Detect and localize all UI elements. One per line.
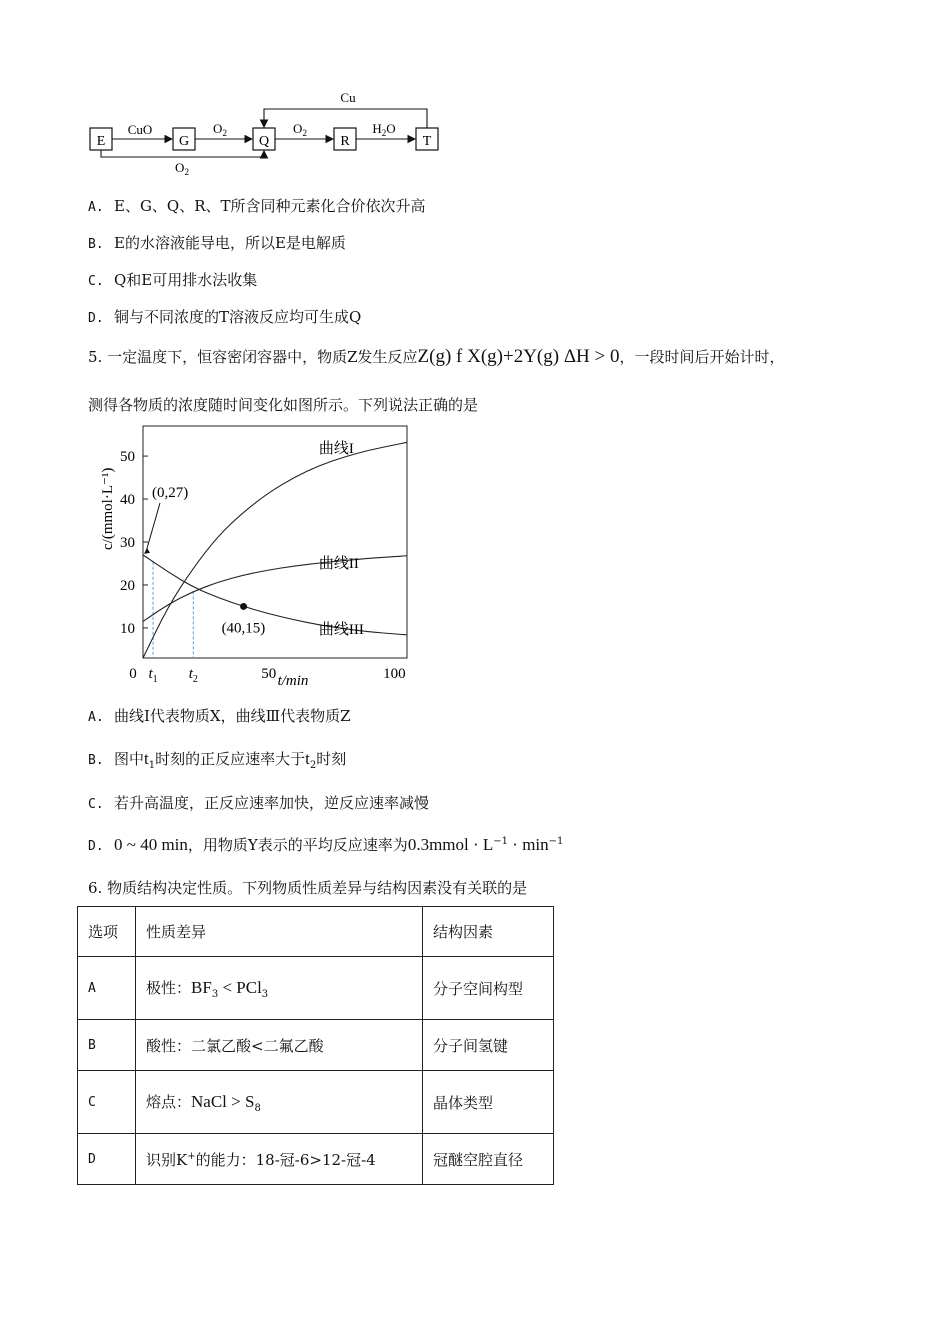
property-label-2: 的能力：18-冠-6>12-冠-4 — [195, 1150, 376, 1169]
t2-subscript: 2 — [309, 760, 317, 771]
q4-option-d — [88, 306, 361, 327]
q5-option-a — [88, 705, 351, 726]
annotation-arrow-line — [146, 503, 160, 552]
option-text: 图中 — [114, 750, 145, 768]
edge-label-h2o: $H_2O$ — [372, 121, 396, 138]
annotation-point-label: (40,15) — [221, 620, 266, 637]
option-text-end: 时刻 — [316, 750, 347, 768]
t2-symbol: t — [305, 749, 310, 768]
row-option: A — [78, 957, 136, 1020]
node-t-label: T — [422, 134, 432, 149]
table-row — [78, 1071, 554, 1134]
row-property: 酸性：二氯乙酸<二氟乙酸 — [136, 1020, 423, 1071]
q5-stem-text-2: ，一段时间后开始计时， — [619, 348, 785, 366]
concentration-time-chart — [90, 420, 420, 692]
row-property — [136, 1071, 423, 1134]
q5-stem-text: 5. 一定温度下，恒容密闭容器中，物质Z发生反应 — [88, 348, 418, 366]
edge-label-o2-qr: $O_2$ — [293, 121, 307, 138]
chart-curves — [143, 440, 407, 658]
q4-option-c — [88, 269, 257, 290]
property-label: 识别K — [146, 1150, 188, 1169]
option-text-mid: 时刻的正反应速率大于 — [155, 750, 306, 768]
formula-subscript-2: 3 — [261, 988, 269, 1000]
option-text: E、G、Q、R、T所含同种元素化合价依次升高 — [114, 197, 426, 215]
property-label: 熔点： — [146, 1092, 192, 1111]
option-letter: A. — [88, 710, 104, 725]
option-letter: A. — [88, 200, 104, 215]
option-letter: C. — [88, 797, 104, 812]
edge-label-o2-gq: $O_2$ — [213, 121, 227, 138]
option-letter: B. — [88, 237, 104, 252]
y-tick-label: 10 — [120, 620, 135, 637]
q5-stem-line2: 测得各物质的浓度随时间变化如图所示。下列说法正确的是 — [88, 396, 479, 414]
row-option: D — [78, 1134, 136, 1185]
q4-option-a — [88, 195, 426, 216]
row-factor: 分子间氢键 — [423, 1020, 554, 1071]
option-letter: D. — [88, 839, 104, 854]
header-option: 选项 — [78, 907, 136, 957]
row-option: C — [78, 1071, 136, 1134]
series-label-1: 曲线I — [318, 441, 354, 457]
t1-subscript: 1 — [148, 760, 156, 771]
q5-reaction-equation: Z(g) f X(g)+2Y(g) ΔH > 0 — [417, 346, 620, 367]
row-factor: 晶体类型 — [423, 1071, 554, 1134]
option-text: ，用物质Y表示的平均反应速率为 — [187, 836, 408, 854]
rate-value: 0.3mmol · L — [407, 835, 494, 854]
row-option: B — [78, 1020, 136, 1071]
arrow-e-to-q — [101, 150, 264, 157]
formula-part: BF — [191, 977, 212, 997]
row-property — [136, 957, 423, 1020]
x-axis-ticks — [129, 666, 405, 685]
reaction-network-diagram — [80, 85, 460, 180]
option-letter: B. — [88, 753, 104, 768]
formula-part-2: < PCl — [218, 977, 262, 997]
x-special-tick-label: $t_1$ — [148, 666, 158, 685]
time-range: 0 ~ 40 min — [114, 835, 188, 854]
option-letter: D. — [88, 311, 104, 326]
header-factor: 结构因素 — [423, 907, 554, 957]
data-point-marker — [240, 603, 247, 610]
option-text: Q和E可用排水法收集 — [114, 271, 258, 289]
series-label-3: 曲线III — [318, 622, 364, 638]
edge-label-o2-eq: $O_2$ — [175, 160, 189, 177]
q5-option-c — [88, 792, 429, 813]
rate-unit: · min — [508, 835, 549, 854]
table-row — [78, 1020, 554, 1071]
edge-label-cu: Cu — [340, 90, 356, 105]
option-text: 铜与不同浓度的T溶液反应均可生成Q — [114, 308, 362, 326]
q5-option-d — [88, 834, 563, 855]
formula-subscript: 8 — [254, 1102, 261, 1114]
node-e-label: E — [96, 134, 106, 149]
table-row — [78, 957, 554, 1020]
rate-sup-1: −1 — [493, 836, 509, 847]
table-row — [78, 1134, 554, 1185]
t1-symbol: t — [144, 749, 149, 768]
q6-stem: 6. 物质结构决定性质。下列物质性质差异与结构因素没有关联的是 — [88, 879, 528, 897]
y-tick-label: 50 — [120, 449, 135, 466]
node-q-label: Q — [258, 134, 270, 149]
annotation-arrow-head — [144, 548, 150, 554]
y-axis-label: c/(mmol·L⁻¹) — [100, 467, 116, 550]
header-property: 性质差异 — [136, 907, 423, 957]
node-g-label: G — [178, 134, 190, 149]
q6-table — [77, 906, 554, 1185]
chart-plot-area — [143, 426, 407, 658]
chart-annotations — [144, 485, 265, 636]
y-tick-label: 30 — [120, 535, 135, 551]
x-axis-label: t/min — [277, 673, 309, 689]
y-axis-ticks — [120, 449, 148, 637]
formula-subscript: 3 — [211, 988, 219, 1000]
option-text: 曲线Ⅰ代表物质X，曲线Ⅲ代表物质Z — [114, 707, 351, 725]
x-tick-label: 50 — [261, 666, 277, 682]
formula-part: NaCl > S — [191, 1091, 255, 1111]
y-tick-label: 20 — [120, 577, 135, 594]
series-line-3 — [143, 555, 407, 635]
option-text: 若升高温度，正反应速率加快，逆反应速率减慢 — [114, 794, 430, 812]
y-tick-label: 40 — [120, 492, 135, 509]
q5-stem-line1 — [88, 346, 785, 368]
x-tick-label: 100 — [383, 666, 406, 682]
annotation-start-point: (0,27) — [152, 485, 189, 501]
x-tick-label: 0 — [129, 666, 137, 682]
property-label: 极性： — [146, 978, 192, 997]
option-text: E的水溶液能导电，所以E是电解质 — [114, 234, 346, 252]
series-line-1 — [143, 442, 407, 658]
series-label-2: 曲线II — [318, 556, 359, 572]
option-letter: C. — [88, 274, 104, 289]
row-factor: 冠醚空腔直径 — [423, 1134, 554, 1185]
edge-label-cuo: CuO — [127, 122, 153, 137]
ion-charge: + — [187, 1150, 196, 1162]
series-line-2 — [143, 556, 407, 622]
arrow-t-to-q — [264, 109, 427, 128]
table-header-row — [78, 907, 554, 957]
q4-option-b — [88, 232, 346, 253]
node-r-label: R — [340, 134, 350, 149]
row-property — [136, 1134, 423, 1185]
q5-option-b — [88, 748, 346, 771]
row-factor: 分子空间构型 — [423, 957, 554, 1020]
x-special-tick-label: $t_2$ — [188, 666, 198, 685]
rate-sup-2: −1 — [548, 836, 564, 847]
